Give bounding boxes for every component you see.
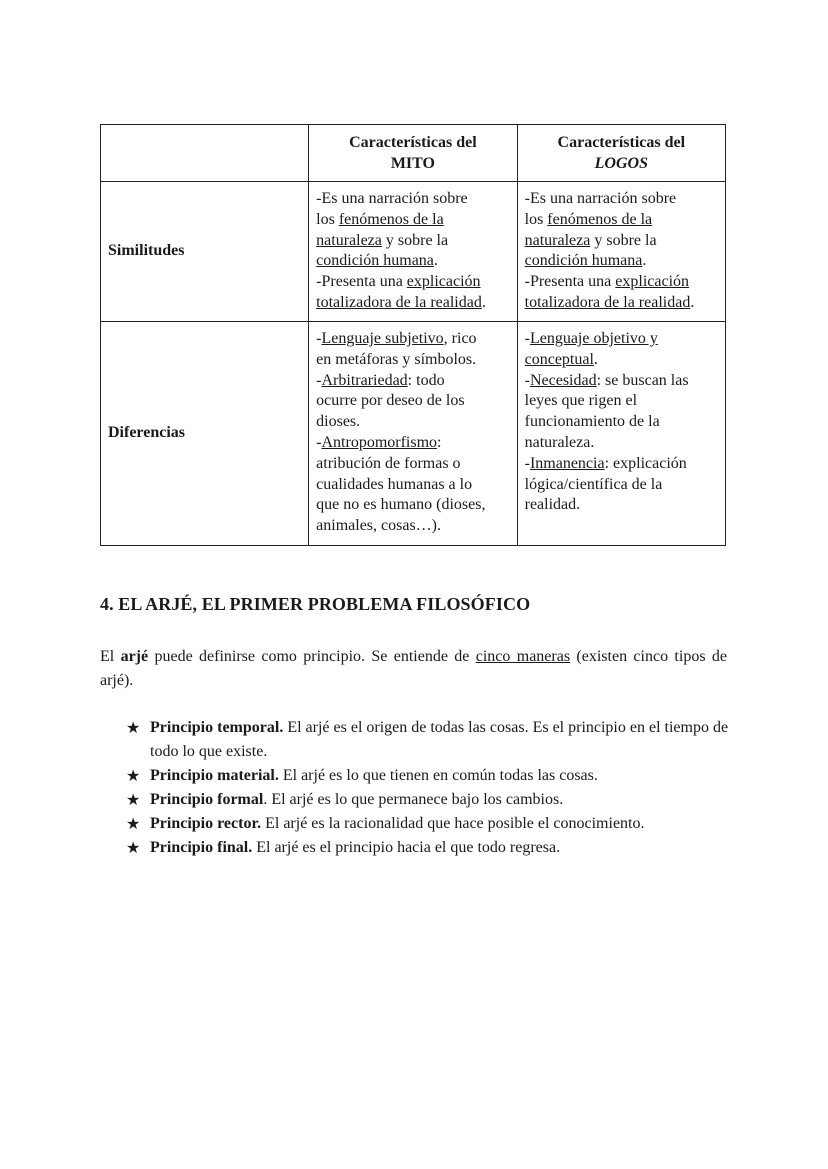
header-empty-cell: [101, 125, 309, 182]
sim-logos-line: [525, 231, 718, 252]
sim-logos-underlined: naturaleza: [524, 231, 591, 249]
section-title: 4. EL ARJÉ, EL PRIMER PROBLEMA FILOSÓFICO: [100, 594, 531, 614]
sim-mito-underlined: fenómenos de la: [338, 210, 444, 228]
sim-mito-text: -Presenta una: [316, 273, 407, 291]
principle-text: El arjé es el principio hacia el que todo regresa.: [252, 839, 561, 856]
dif-mito-line: [316, 329, 509, 350]
dif-mito-line: que no es humano (dioses,: [316, 496, 486, 514]
dif-logos-underlined: Necesidad: [529, 371, 597, 389]
sim-mito-line: -Es una narración sobre: [316, 190, 468, 207]
diferencias-row: [101, 322, 726, 546]
dif-logos-line: realidad.: [524, 496, 581, 514]
dif-logos-line: naturaleza.: [524, 433, 595, 451]
list-item: [126, 716, 736, 764]
dif-logos-line: [525, 350, 718, 371]
dif-mito-line: en metáforas y símbolos.: [316, 350, 477, 368]
dif-logos-text: -: [524, 371, 530, 389]
sim-mito-underlined: explicación: [406, 273, 481, 291]
dif-mito-text: , rico: [443, 330, 477, 347]
header-logos-cell: [517, 125, 725, 182]
intro-underlined: cinco maneras: [475, 648, 571, 665]
diferencias-mito-cell: [309, 322, 517, 546]
dif-logos-line: funcionamiento de la: [524, 413, 660, 431]
table-header-row: [101, 125, 726, 182]
sim-logos-line: [525, 293, 718, 314]
dif-mito-text: -: [316, 433, 322, 451]
dif-mito-underlined: Lenguaje subjetivo: [321, 330, 444, 347]
sim-mito-underlined: naturaleza: [316, 231, 382, 249]
dif-mito-text: -: [316, 371, 322, 389]
sim-mito-line: [316, 272, 509, 293]
dif-mito-line: [316, 433, 509, 454]
sim-mito-underlined: totalizadora de la realidad: [316, 293, 482, 311]
sim-logos-line: -Es una narración sobre: [524, 190, 677, 207]
diferencias-label: Diferencias: [101, 322, 309, 546]
sim-logos-text: .: [690, 293, 695, 311]
dif-mito-underlined: Antropomorfismo: [321, 433, 438, 451]
dif-mito-text: : todo: [407, 371, 445, 389]
sim-logos-underlined: condición humana: [524, 252, 643, 270]
list-item: [126, 788, 736, 812]
similitudes-label: Similitudes: [101, 182, 309, 322]
principle-title: Principio material.: [150, 767, 279, 784]
sim-mito-text: .: [433, 252, 438, 270]
dif-logos-text: : se buscan las: [596, 371, 689, 389]
dif-logos-text: : explicación: [604, 454, 687, 472]
principle-title: Principio final.: [150, 839, 253, 856]
dif-mito-line: ocurre por deseo de los: [316, 392, 465, 410]
intro-paragraph: [100, 645, 727, 693]
dif-logos-line: [525, 371, 718, 392]
sim-mito-line: [316, 231, 509, 252]
star-icon: ★: [126, 838, 141, 857]
dif-logos-line: leyes que rigen el: [524, 392, 638, 410]
sim-logos-underlined: explicación: [615, 273, 690, 291]
header-mito-cell: [309, 125, 517, 182]
header-mito-line2: MITO: [390, 155, 435, 172]
sim-logos-line: [525, 272, 718, 293]
dif-logos-underlined: Lenguaje objetivo y: [529, 330, 658, 347]
dif-mito-line: cualidades humanas a lo: [316, 475, 473, 493]
principle-text: El arjé es lo que tienen en común todas las cosas.: [278, 767, 598, 784]
header-mito-line1: Características del: [349, 134, 477, 151]
dif-mito-line: dioses.: [316, 413, 361, 431]
dif-mito-line: atribución de formas o: [316, 454, 461, 472]
principle-text: El arjé es la racionalidad que hace posible el conocimiento.: [261, 815, 645, 832]
principle-title: Principio rector.: [150, 815, 262, 832]
sim-mito-line: [316, 293, 509, 314]
dif-mito-line: [316, 371, 509, 392]
dif-logos-line: [525, 329, 718, 350]
star-icon: ★: [126, 790, 141, 809]
dif-logos-text: -: [524, 330, 530, 347]
dif-mito-underlined: Arbitrariedad: [321, 371, 408, 389]
principle-text: El arjé es el origen de todas las cosas. Es el principio en el tiempo de todo lo que existe.: [150, 719, 729, 760]
sim-logos-text: -Presenta una: [524, 273, 616, 291]
sim-mito-text: y sobre la: [381, 231, 449, 249]
dif-logos-line: lógica/científica de la: [524, 475, 663, 493]
dif-mito-text: :: [437, 433, 442, 451]
sim-logos-text: los: [524, 210, 548, 228]
header-logos-line2: LOGOS: [594, 155, 648, 172]
dif-mito-text: -: [316, 330, 322, 347]
principle-title: Principio temporal.: [150, 719, 284, 736]
sim-mito-underlined: condición humana: [316, 252, 434, 270]
dif-logos-underlined: Inmanencia: [529, 454, 605, 472]
similitudes-mito-cell: [309, 182, 517, 322]
list-item: [126, 836, 736, 860]
header-logos-line1: Características del: [557, 134, 686, 151]
sim-mito-line: [316, 210, 509, 231]
intro-text: (existen cinco tipos de arjé).: [100, 648, 728, 689]
sim-logos-underlined: totalizadora de la realidad: [524, 293, 691, 311]
similitudes-row: [101, 182, 726, 322]
principle-title: Principio formal: [150, 791, 264, 808]
sim-logos-text: y sobre la: [590, 231, 657, 249]
sim-mito-text: los: [316, 210, 339, 228]
dif-mito-line: animales, cosas…).: [316, 517, 442, 535]
intro-bold-term: arjé: [120, 648, 149, 665]
star-icon: ★: [126, 766, 141, 785]
sim-mito-text: .: [481, 293, 486, 311]
star-icon: ★: [126, 814, 141, 833]
sim-logos-text: .: [642, 252, 647, 270]
sim-logos-line: [525, 251, 718, 272]
list-item: [126, 812, 736, 836]
intro-text: puede definirse como principio. Se entiende de: [148, 648, 476, 665]
intro-text: El: [100, 648, 121, 665]
star-icon: ★: [126, 718, 141, 737]
list-item: [126, 764, 736, 788]
sim-logos-underlined: fenómenos de la: [547, 210, 653, 228]
comparison-table: [100, 124, 726, 546]
dif-logos-line: [525, 454, 718, 475]
principle-text: . El arjé es lo que permanece bajo los cambios.: [263, 791, 564, 808]
sim-logos-line: [525, 210, 718, 231]
principles-list: [126, 716, 736, 860]
dif-logos-text: .: [593, 350, 598, 368]
dif-logos-underlined: conceptual: [524, 350, 594, 368]
similitudes-logos-cell: [517, 182, 725, 322]
dif-logos-text: -: [524, 454, 530, 472]
diferencias-logos-cell: [517, 322, 725, 546]
sim-mito-line: [316, 251, 509, 272]
